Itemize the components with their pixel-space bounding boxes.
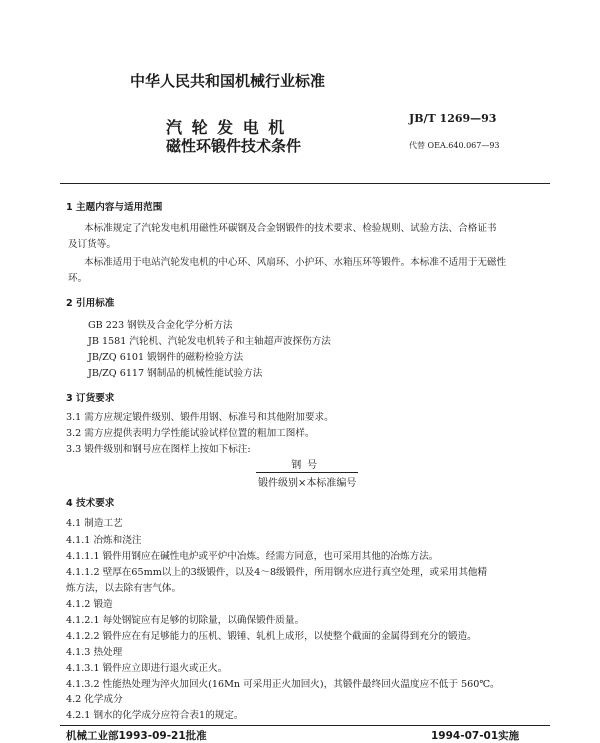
clause-3-1: 3.1 需方应规定锻件级别、锻件用钢、标准号和其他附加要求。 [66,412,334,423]
formula-denominator: 锻件级别×本标准编号 [258,478,357,489]
clause-4-1-1-2: 4.1.1.2 壁厚在65mm以上的3级锻件，以及4～8级锻件，所用钢水应进行真空处理，或采用其他精 [66,567,488,578]
clause-4-1-1-2-cont: 炼方法，以去除有害气体。 [66,583,182,594]
section-1-para1-line2: 及订货等。 [68,239,116,250]
clause-4-1-1: 4.1.1 冶炼和浇注 [66,535,142,546]
standard-title-line1: 汽 轮 发 电 机 [166,118,287,137]
clause-4-1: 4.1 制造工艺 [66,518,123,529]
approval-date: 机械工业部1993-09-21批准 [66,730,207,742]
effective-date: 1994-07-01实施 [431,730,520,742]
standard-title-line2: 磁性环锻件技术条件 [166,137,302,155]
marking-formula [256,456,358,489]
replaces-standard: 代替 OEA.640.067—93 [409,141,500,150]
section-1-para1-line1: 本标准规定了汽轮发电机用磁性环碳钢及合金钢锻件的技术要求、检验规则、试验方法、合格证书 [84,223,497,234]
header-divider [60,183,550,184]
section-3-heading: 3 订货要求 [66,393,115,404]
formula-numerator: 钢号 [291,460,324,471]
reference-item: JB 1581 汽轮机、汽轮发电机转子和主轴超声波探伤方法 [88,336,331,347]
clause-3-3: 3.3 锻件级别和钢号应在图样上按如下标注: [66,444,251,455]
clause-4-1-2-1: 4.1.2.1 每处钢锭应有足够的切除量，以确保锻件质量。 [66,615,305,626]
clause-4-1-1-1: 4.1.1.1 锻件用钢应在碱性电炉或平炉中冶炼。经需方同意，也可采用其他的冶炼方法。 [66,551,439,562]
clause-4-2-1: 4.2.1 钢水的化学成分应符合表1的规定。 [66,710,244,721]
formula-fraction-line [256,472,358,473]
clause-4-1-3: 4.1.3 热处理 [66,647,123,658]
clause-4-2: 4.2 化学成分 [66,694,123,705]
section-1-para2-line2: 环。 [68,273,88,284]
section-1-heading: 1 主题内容与适用范围 [66,202,163,213]
footer-divider [60,725,550,726]
standard-number: JB/T 1269—93 [409,112,497,125]
section-2-heading: 2 引用标准 [66,298,115,309]
issuing-organization: 中华人民共和国机械行业标准 [130,72,326,90]
clause-4-1-3-2: 4.1.3.2 性能热处理为淬火加回火(16Mn 可采用正火加回火)，其锻件最终回火温度应不低于 560℃。 [66,679,500,690]
reference-item: GB 223 钢铁及合金化学分析方法 [88,320,233,331]
section-4-heading: 4 技术要求 [66,498,115,509]
clause-3-2: 3.2 需方应提供表明力学性能试验试样位置的粗加工图样。 [66,428,315,439]
clause-4-1-2: 4.1.2 锻造 [66,599,113,610]
reference-item: JB/ZQ 6101 锻钢件的磁粉检验方法 [88,352,244,363]
clause-4-1-3-1: 4.1.3.1 锻件应立即进行退火或正火。 [66,663,228,674]
reference-item: JB/ZQ 6117 钢制品的机械性能试验方法 [88,368,263,379]
clause-4-1-2-2: 4.1.2.2 锻件应在有足够能力的压机、锻锤、轧机上成形，以使整个截面的金属得到充分的锻造。 [66,631,477,642]
section-1-para2-line1: 本标准适用于电站汽轮发电机的中心环、风扇环、小护环、水箱压环等锻件。本标准不适用于无磁性 [84,257,507,268]
